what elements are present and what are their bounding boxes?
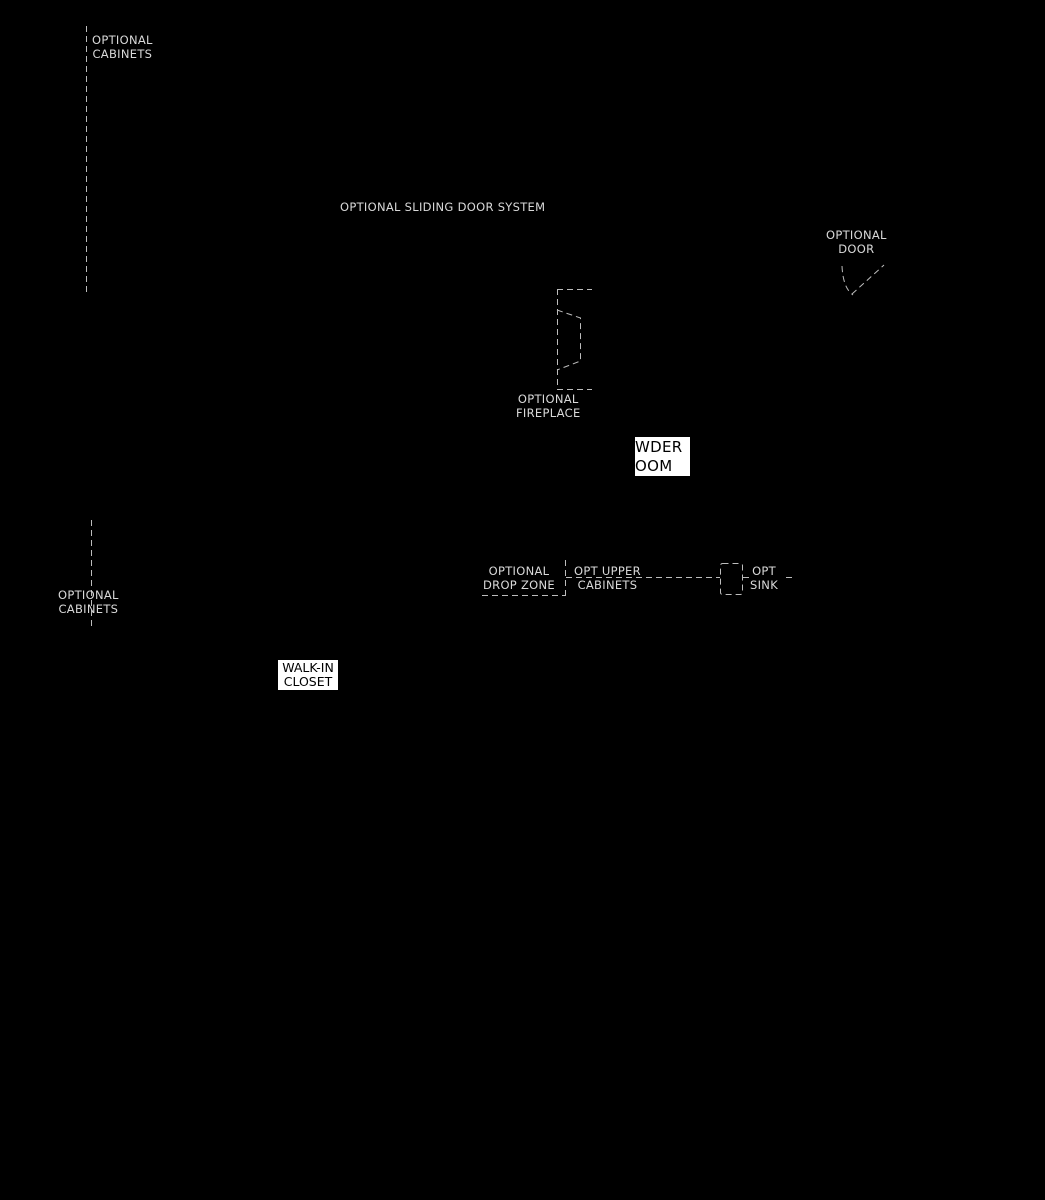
optional-door-swing bbox=[842, 265, 884, 295]
label-line: OPT bbox=[752, 564, 776, 578]
label-line: OPTIONAL bbox=[58, 588, 119, 602]
opt-sink-label bbox=[750, 564, 778, 592]
label-line: WDER bbox=[635, 438, 683, 456]
powder-room-label bbox=[635, 437, 690, 476]
label-line: OPTIONAL bbox=[488, 564, 550, 578]
label-line: DROP ZONE bbox=[483, 578, 555, 592]
optional-door-label bbox=[826, 228, 887, 256]
label-line: OPTIONAL bbox=[826, 228, 887, 242]
label-line: CABINETS bbox=[58, 602, 119, 616]
label-line: FIREPLACE bbox=[516, 406, 581, 420]
optional-fireplace-label bbox=[516, 392, 581, 420]
label-line: SINK bbox=[750, 578, 779, 592]
optional-cabinets-left-label bbox=[58, 588, 119, 616]
label-line: WALK-IN bbox=[282, 660, 334, 675]
label-line: OPTIONAL bbox=[92, 33, 153, 47]
walk-in-closet-label bbox=[278, 660, 338, 690]
label-line: OOM bbox=[635, 457, 673, 475]
optional-sliding-door-label bbox=[340, 200, 545, 214]
label-line: CLOSET bbox=[283, 674, 333, 689]
label-line: OPT UPPER bbox=[574, 564, 641, 578]
opt-upper-cabinets-label bbox=[574, 564, 641, 592]
label-line: CABINETS bbox=[577, 578, 638, 592]
label-line: CABINETS bbox=[92, 47, 153, 61]
optional-drop-zone-label bbox=[483, 564, 555, 592]
label-line: DOOR bbox=[838, 242, 875, 256]
optional-fireplace-outline bbox=[557, 289, 592, 390]
optional-cabinets-top-label bbox=[92, 33, 153, 61]
label-line: OPTIONAL bbox=[517, 392, 579, 406]
label-line: OPTIONAL SLIDING DOOR SYSTEM bbox=[340, 200, 546, 214]
